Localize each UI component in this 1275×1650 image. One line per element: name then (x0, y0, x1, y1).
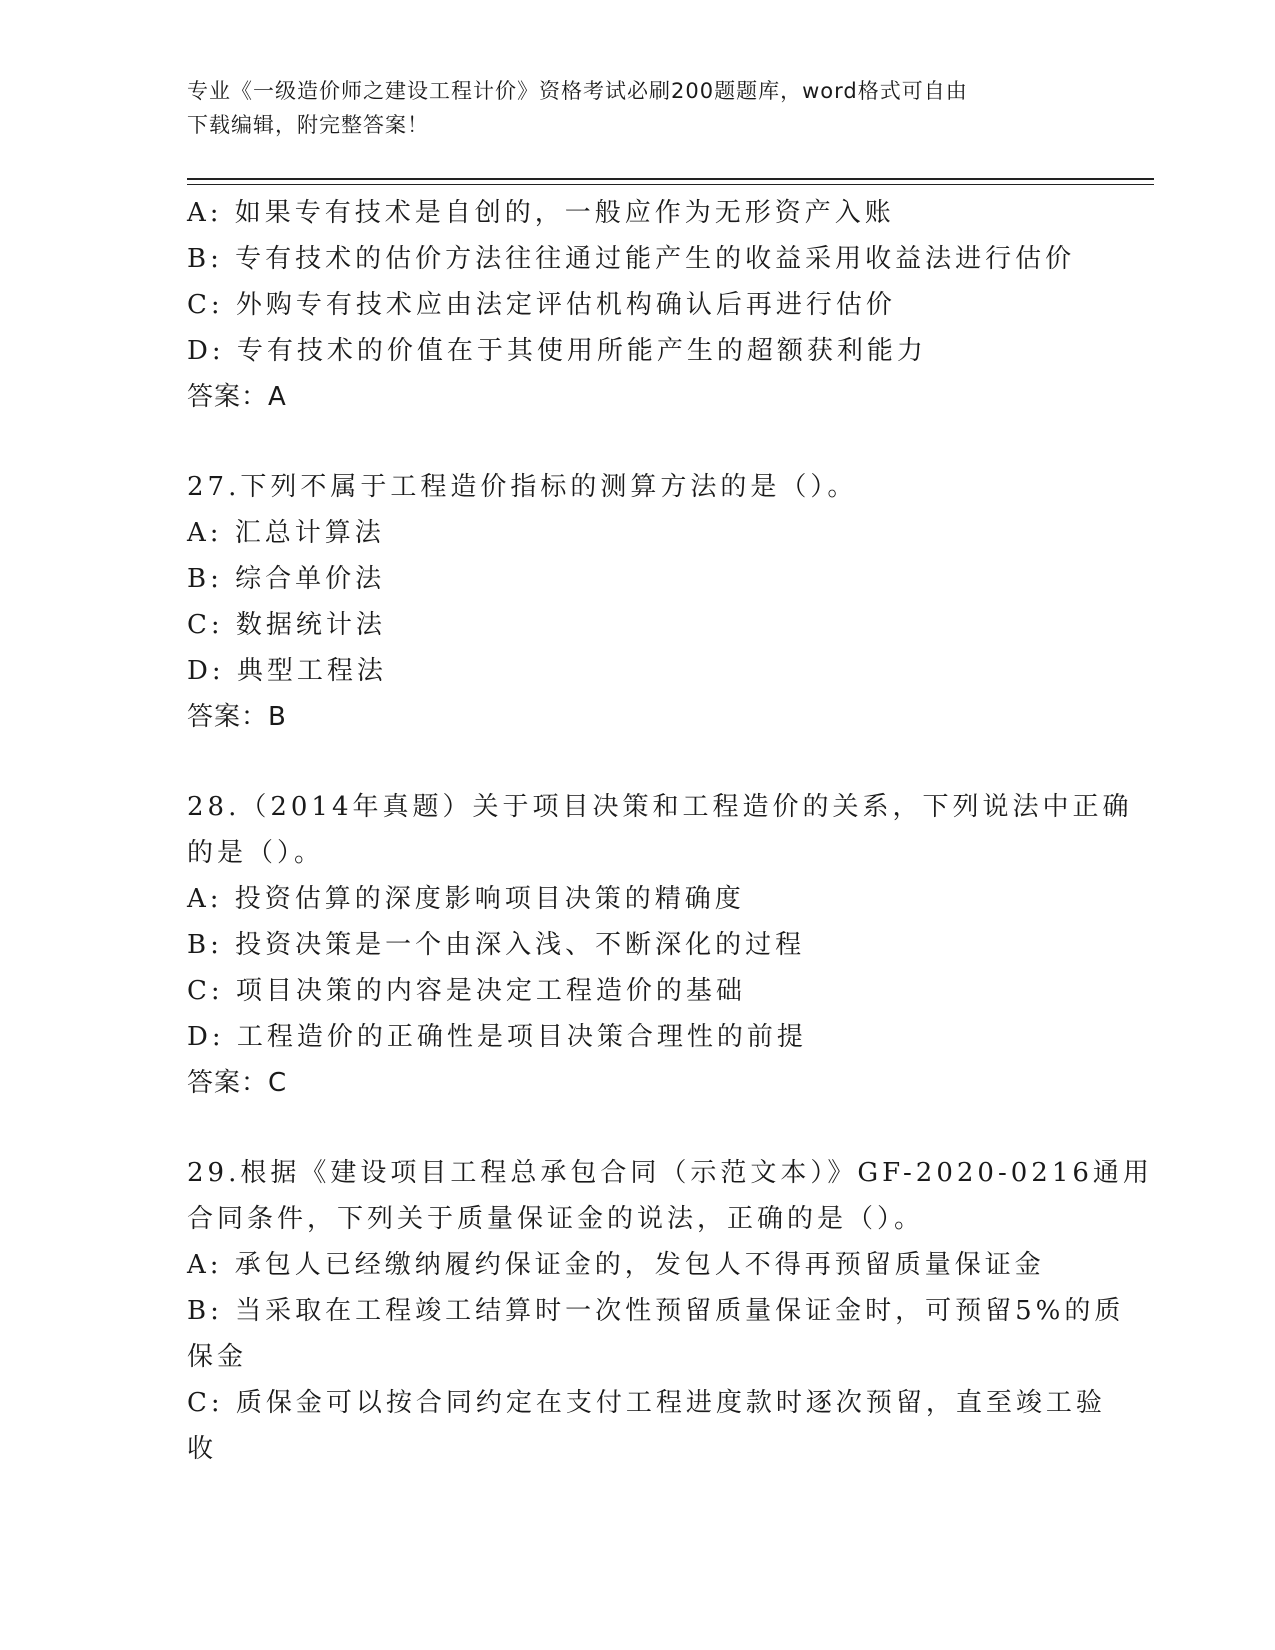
header-line-1: 专业《一级造价师之建设工程计价》资格考试必刷200题题库，word格式可自由 (187, 79, 968, 103)
q27-option-d: D: 典型工程法 (187, 656, 387, 686)
q27-option-c: C: 数据统计法 (187, 610, 386, 640)
q26-option-a: A: 如果专有技术是自创的，一般应作为无形资产入账 (187, 198, 895, 228)
q29-stem-line-1: 29.根据《建设项目工程总承包合同（示范文本）》GF-2020-0216通用 (187, 1158, 1153, 1188)
q29-option-c-line-2: 收 (187, 1434, 218, 1464)
document-header (187, 74, 1067, 142)
spacer (187, 740, 1087, 784)
q29-stem-line-2: 合同条件，下列关于质量保证金的说法，正确的是（）。 (187, 1204, 925, 1234)
q26-option-b: B: 专有技术的估价方法往往通过能产生的收益采用收益法进行估价 (187, 244, 1076, 274)
q29-option-b-line-1: B: 当采取在工程竣工结算时一次性预留质量保证金时，可预留5%的质 (187, 1296, 1125, 1326)
question-26 (187, 190, 1087, 420)
question-29 (187, 1150, 1153, 1472)
q28-stem-line-2: 的是（）。 (187, 838, 325, 868)
q27-stem: 27.下列不属于工程造价指标的测算方法的是（）。 (187, 472, 858, 502)
header-line-2: 下载编辑，附完整答案！ (187, 113, 429, 137)
header-divider-thick (187, 178, 1154, 180)
q27-option-a: A: 汇总计算法 (187, 518, 385, 548)
q29-option-c-line-1: C: 质保金可以按合同约定在支付工程进度款时逐次预留，直至竣工验 (187, 1388, 1106, 1418)
q29-option-a: A: 承包人已经缴纳履约保证金的，发包人不得再预留质量保证金 (187, 1250, 1045, 1280)
q26-option-d: D: 专有技术的价值在于其使用所能产生的超额获利能力 (187, 336, 927, 366)
spacer (187, 420, 1087, 464)
q27-option-b: B: 综合单价法 (187, 564, 386, 594)
question-27 (187, 464, 1087, 740)
header-divider-thin (187, 184, 1154, 185)
q28-answer: 答案：C (187, 1068, 288, 1098)
q28-option-b: B: 投资决策是一个由深入浅、不断深化的过程 (187, 930, 806, 960)
question-list (187, 190, 1153, 1472)
q27-answer: 答案：B (187, 702, 287, 732)
q28-option-c: C: 项目决策的内容是决定工程造价的基础 (187, 976, 746, 1006)
q26-option-c: C: 外购专有技术应由法定评估机构确认后再进行估价 (187, 290, 896, 320)
q28-option-d: D: 工程造价的正确性是项目决策合理性的前提 (187, 1022, 807, 1052)
q28-stem-line-1: 28.（2014年真题）关于项目决策和工程造价的关系，下列说法中正确 (187, 792, 1133, 822)
q29-option-b-line-2: 保金 (187, 1342, 248, 1372)
spacer (187, 1106, 1087, 1150)
question-28 (187, 784, 1133, 1106)
q28-option-a: A: 投资估算的深度影响项目决策的精确度 (187, 884, 745, 914)
q26-answer: 答案：A (187, 382, 287, 412)
